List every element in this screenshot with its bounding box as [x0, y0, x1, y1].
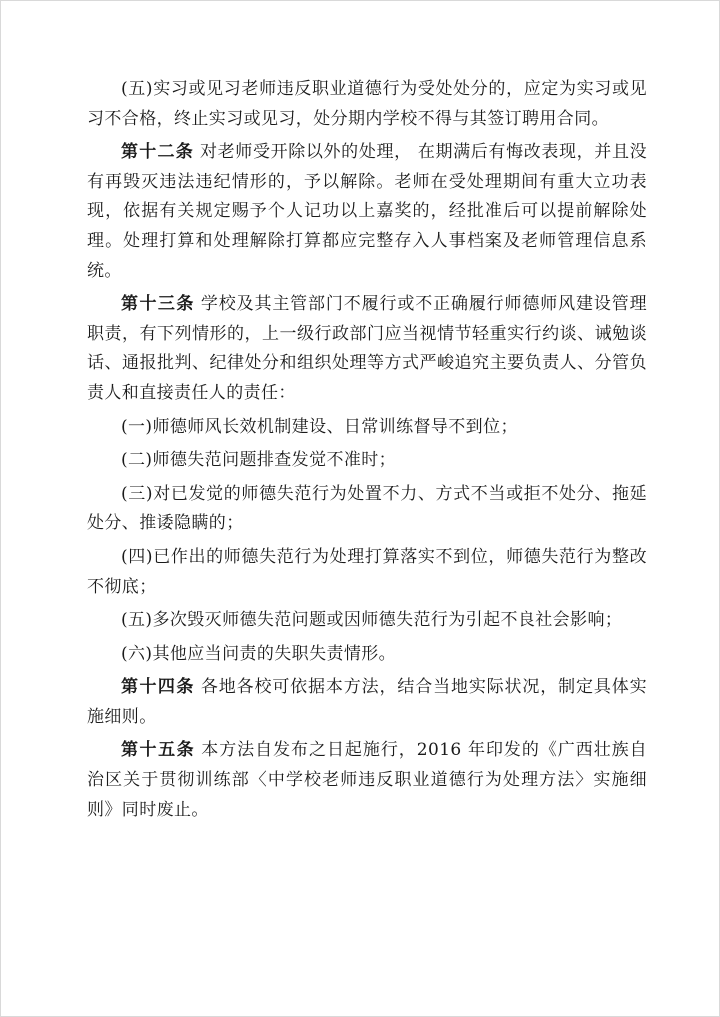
paragraph-text: (五)实习或见习老师违反职业道德行为受处处分的，应定为实习或见习不合格，终止实习或见习，处分期内学校不得与其签订聘用合同。 [87, 79, 647, 129]
list-item-4 [87, 543, 647, 602]
article-13 [87, 290, 647, 408]
article-12 [87, 138, 647, 286]
paragraph-1 [87, 75, 647, 134]
list-item-2 [87, 446, 647, 476]
paragraph-text: (二)师德失范问题排查发觉不准时； [121, 450, 397, 471]
paragraph-text: (三)对已发觉的师德失范行为处置不力、方式不当或拒不处分、拖延处分、推诿隐瞒的； [87, 483, 647, 534]
article-heading: 第十四条 [121, 677, 195, 698]
list-item-1 [87, 413, 647, 443]
paragraph-text: (一)师德师风长效机制建设、日常训练督导不到位； [121, 416, 518, 437]
paragraph-text: (六)其他应当问责的失职失责情形。 [121, 643, 397, 664]
paragraph-text: 学校及其主管部门不履行或不正确履行师德师风建设管理职责，有下列情形的，上一级行政部门应当视情节轻重实行约谈、诫勉谈话、通报批判、纪律处分和组织处理等方式严峻追究主要负责人、分管负责人和直接责任人的责任： [87, 294, 648, 403]
paragraph-text: 本方法自发布之日起施行，2016 年印发的《广西壮族自治区关于贯彻训练部〈中学校老师违反职业道德行为处理方法〉实施细则》同时废止。 [87, 740, 648, 820]
list-item-3 [87, 480, 647, 539]
article-15 [87, 736, 647, 825]
paragraph-text: (四)已作出的师德失范行为处理打算落实不到位，师德失范行为整改不彻底； [87, 546, 647, 597]
paragraph-text: 各地各校可依据本方法，结合当地实际状况，制定具体实施细则。 [87, 677, 648, 727]
article-14 [87, 673, 647, 732]
document-body [87, 75, 647, 825]
article-heading: 第十二条 [121, 142, 194, 163]
paragraph-text: 对老师受开除以外的处理， 在期满后有悔改表现，并且没有再毁灭违法违纪情形的，予以解除。老师在受处理期间有重大立功表现，依据有关规定赐予个人记功以上嘉奖的，经批准后可以提前解除处理。处理打算和处理解除打算都应完整存入人事档案及老师管理信息系统。 [87, 142, 647, 281]
list-item-6 [87, 640, 647, 670]
list-item-5 [87, 606, 647, 636]
article-heading: 第十三条 [121, 294, 195, 315]
article-heading: 第十五条 [121, 740, 196, 761]
paragraph-text: (五)多次毁灭师德失范问题或因师德失范行为引起不良社会影响； [121, 610, 623, 631]
